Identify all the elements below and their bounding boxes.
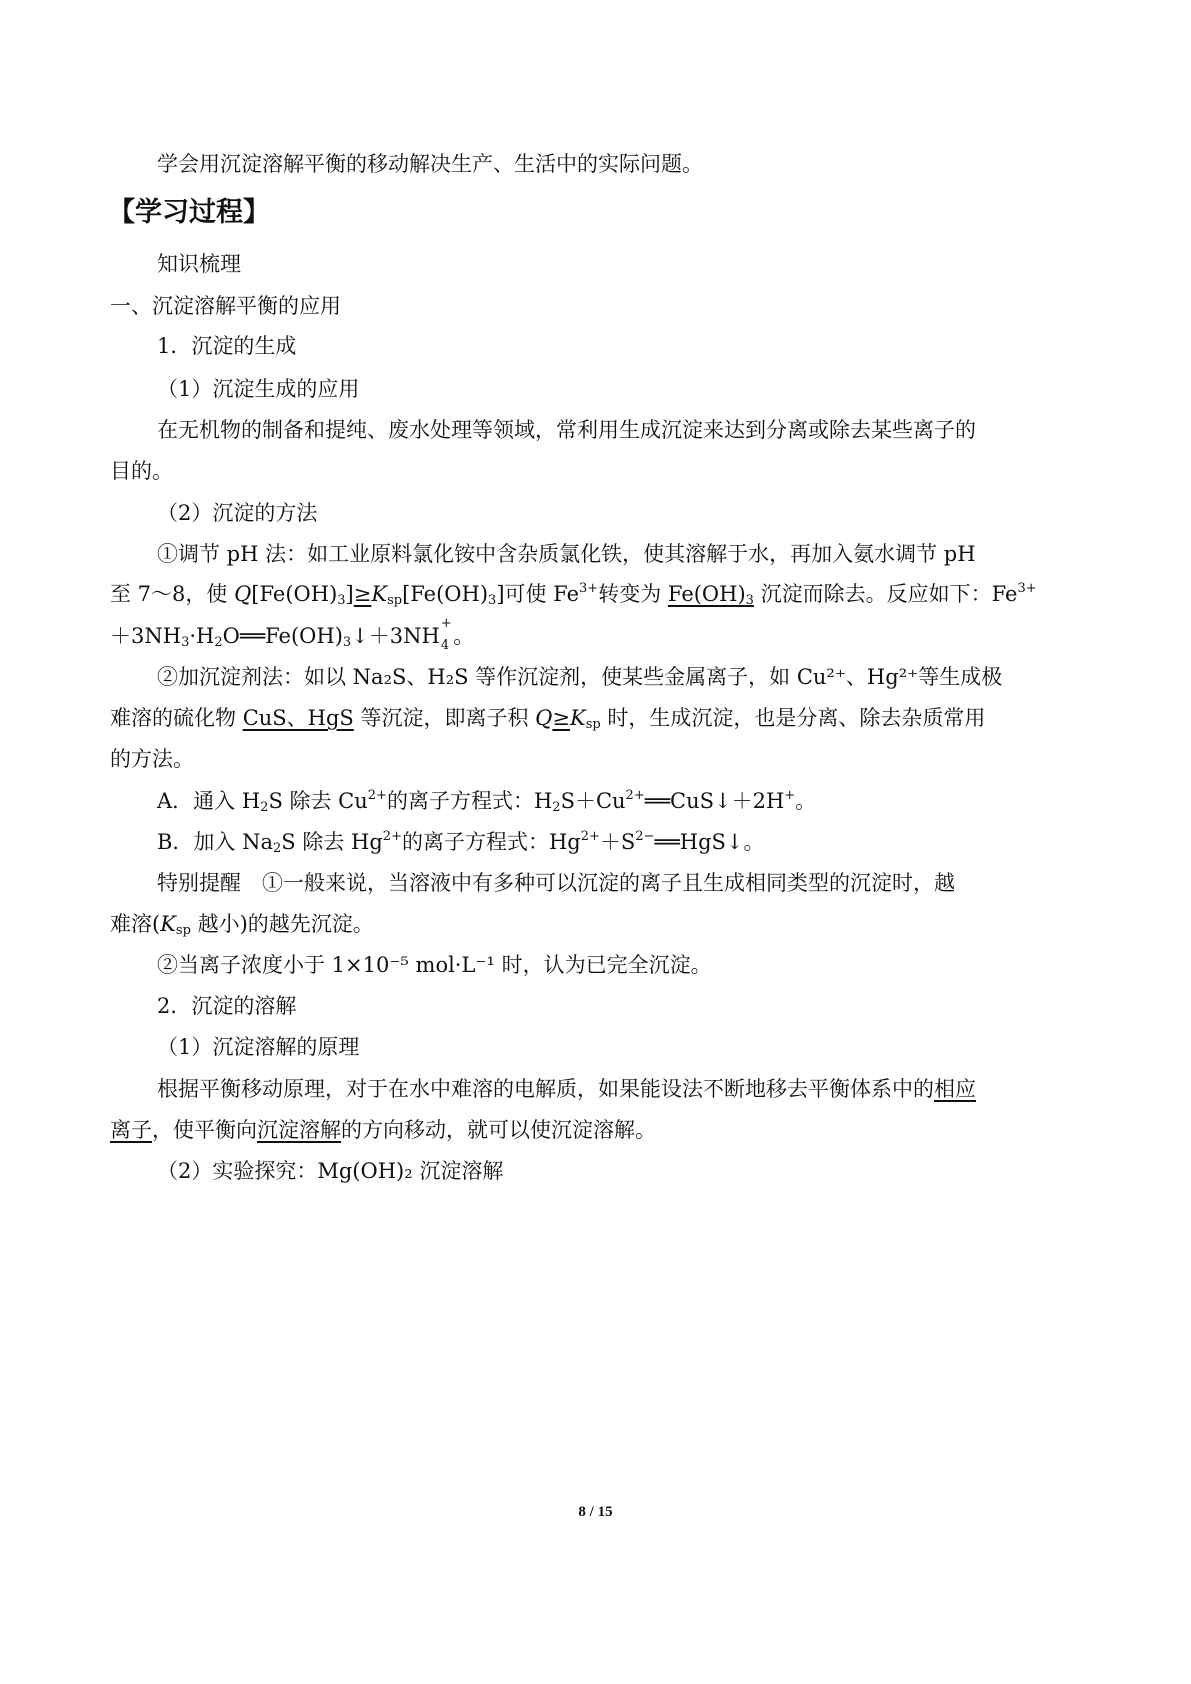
- principle-blank1-a: 相应: [934, 1077, 976, 1101]
- example-a: A．通入 $H_2S$ 除去 $Cu^{2+}$的离子方程式：$H_2S+Cu^{2+}══CuS↓+2H^+$。: [157, 788, 817, 815]
- reminder-line1: 特别提醒 ①一般来说，当溶液中有多种可以沉淀的离子且生成相同类型的沉淀时，越: [157, 871, 955, 895]
- method2-line2: 难溶的硫化物 CuS、HgS 等沉淀，即离子积 $Q\ge K_{sp}$ 时，生成沉淀，也是分离、除去杂质常用: [110, 706, 986, 732]
- sub1-1-title: （1）沉淀生成的应用: [157, 377, 360, 401]
- principle-line2: [110, 1114, 656, 1144]
- sub1-2-title: （2）沉淀的方法: [157, 501, 318, 525]
- reminder-line2: 难溶($K_{sp}$ 越小)的越先沉淀。: [110, 912, 374, 938]
- reminder-line2-tail: 越小)的越先沉淀。: [197, 912, 374, 936]
- principle-suffix: 的方向移动，就可以使沉淀溶解。: [341, 1118, 656, 1142]
- sub1-1-text-line2: 目的。: [110, 459, 173, 483]
- knowledge-title: 知识梳理: [157, 252, 241, 276]
- sub2-title: 2．沉淀的溶解: [157, 994, 297, 1018]
- principle-mid: ，使平衡向: [152, 1118, 257, 1142]
- principle-blank1-b: 离子: [110, 1118, 152, 1142]
- sub1-1-text-line1: 在无机物的制备和提纯、废水处理等领域，常利用生成沉淀来达到分离或除去某些离子的: [157, 418, 976, 442]
- sub2-2-title: （2）实验探究：Mg(OH)₂ 沉淀溶解: [157, 1159, 504, 1183]
- method1-equation: $+3NH_3\cdot H_2O══Fe(OH)_3↓+3NH$ + 4 。: [110, 616, 475, 653]
- method2-line3: 的方法。: [110, 747, 194, 771]
- example-b: B．加入 $Na_2S$ 除去 $Hg^{2+}$的离子方程式：$Hg^{2+}+S^{2-}══HgS↓$。: [157, 829, 765, 856]
- reminder-line3: ②当离子浓度小于 1×10⁻⁵ mol·L⁻¹ 时，认为已完全沉淀。: [157, 953, 712, 977]
- sub1-title: 1．沉淀的生成: [157, 334, 297, 358]
- page-number: 8 / 15: [578, 1504, 613, 1520]
- objective-text: 学会用沉淀溶解平衡的移动解决生产、生活中的实际问题。: [157, 152, 703, 176]
- method1-line2: 至 7～8，使 $Q[Fe(OH)_3]\ge K_{sp}[Fe(OH)_3]$可使 $Fe^{3+}$转变为 $Fe(OH)_3$ 沉淀而除去。反应如下：$Fe^{3+}$: [110, 581, 1037, 608]
- part1-title: 一、沉淀溶解平衡的应用: [110, 294, 341, 318]
- section-heading: 【学习过程】: [108, 197, 270, 228]
- sub2-1-title: （1）沉淀溶解的原理: [157, 1035, 360, 1059]
- method1-line1: ①调节 pH 法：如工业原料氯化铵中含杂质氯化铁，使其溶解于水，再加入氨水调节 pH: [157, 542, 976, 566]
- principle-line1: [157, 1073, 976, 1103]
- principle-prefix: 根据平衡移动原理，对于在水中难溶的电解质，如果能设法不断地移去平衡体系中的: [157, 1077, 934, 1101]
- principle-blank2: 沉淀溶解: [257, 1118, 341, 1142]
- method2-line1: ②加沉淀剂法：如以 Na₂S、H₂S 等作沉淀剂，使某些金属离子，如 Cu²⁺、Hg²⁺等生成极: [157, 665, 1003, 689]
